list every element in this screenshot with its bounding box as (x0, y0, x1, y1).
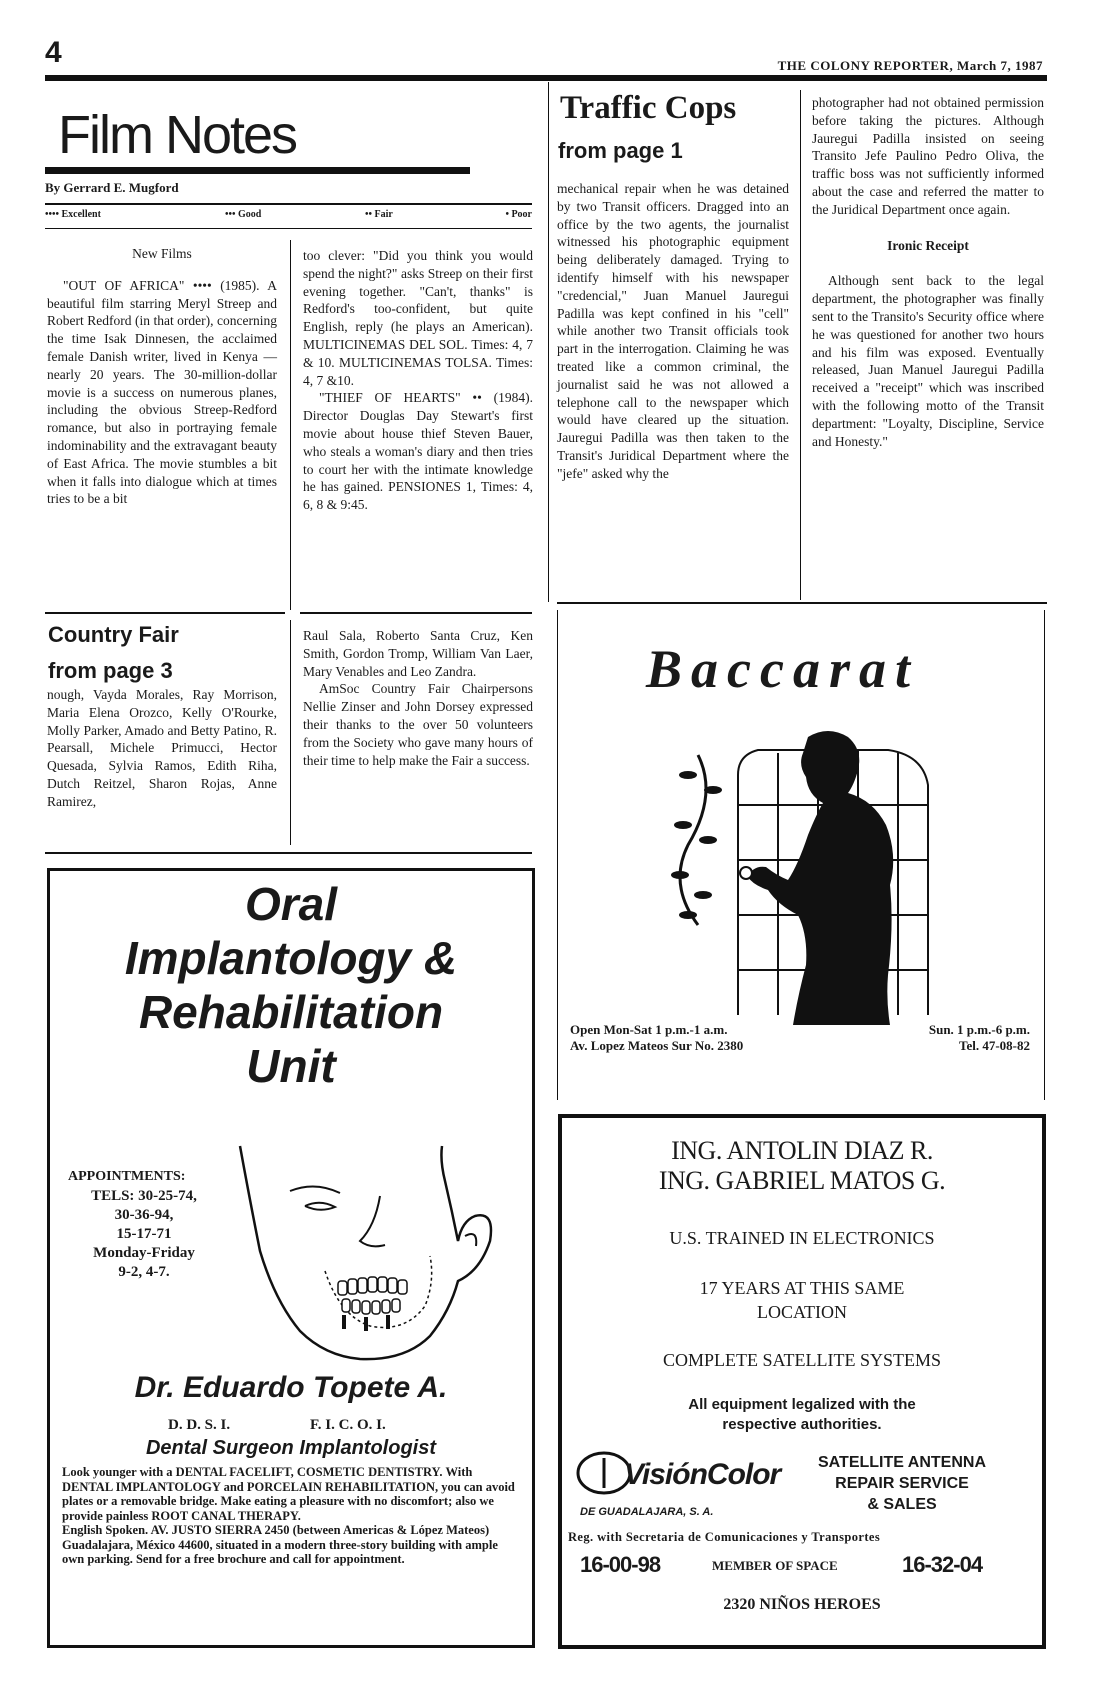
traffic-cops-col1 (557, 180, 789, 483)
dental-address-text: English Spoken. AV. JUSTO SIERRA 2450 (between Americas & López Mateos) Guadalajara, México 44600, situated in a modern three-story building with ample own parking. Send for a free brochure and call for appointment. (62, 1523, 498, 1566)
dental-headline (50, 877, 532, 1093)
baccarat-hours-left: Open Mon-Sat 1 p.m.-1 a.m. (570, 1022, 728, 1037)
rating-good: ••• Good (225, 209, 262, 220)
film-notes-title: Film Notes (58, 105, 297, 165)
header-rule (45, 75, 1047, 81)
film-notes-col1 (47, 245, 277, 508)
rating-excellent: •••• Excellent (45, 209, 101, 220)
trained-line: U.S. TRAINED IN ELECTRONICS (669, 1228, 935, 1248)
tel-line-3: 15-17-71 (116, 1226, 172, 1242)
thief-of-hearts-review: "THIEF OF HEARTS" •• (1984). Director Douglas Day Stewart's first movie about house thief Steven Bauer, who steals a woman's diary and then tries to court her with the intimate knowledge he has gained. PENSIONES 1, Times: 4, 6, 8 & 9:45. (303, 390, 533, 513)
film-notes-bottom-rule-right (300, 612, 532, 614)
tel-line-2: 30-36-94, (114, 1207, 174, 1223)
headline-implantology: Implantology & (124, 932, 458, 984)
traffic-cops-text3: Although sent back to the legal department, the photographer was finally sent to the Transito's Security office where he was questioned for another two hours and his film was exposed. Eventually released, Juan Manuel Jauregui Padilla received a "receipt" which was inscribed with the following motto of the Transit department: "Loyalty, Discipline, Service and Honesty." (812, 273, 1044, 449)
out-of-africa-review-cont: too clever: "Did you think you would spend the night?" asks Streep on their first evening together. "Can't, thanks" is Redford's too-confident, but quite English, reply (he plays an American). MULTICINEMAS DEL SOL. Times: 4, 7 & 10. MULTICINEMAS TOLSA. Times: 4, 7 &10. (303, 248, 533, 388)
byline: By Gerrard E. Mugford (45, 180, 179, 195)
baccarat-illustration (658, 715, 958, 1025)
teeth-icon (338, 1277, 407, 1314)
phone-1: 16-00-98 (580, 1552, 661, 1577)
visioncolor-subtitle: DE GUADALAJARA, S. A. (580, 1506, 714, 1518)
ratings-rule-top (45, 203, 532, 205)
headline-rehabilitation: Rehabilitation (138, 986, 444, 1038)
headline-oral: Oral (244, 878, 338, 930)
country-fair-subtitle: from page 3 (48, 658, 173, 683)
traffic-cops-text1: mechanical repair when he was detained by two Transit officers. Dragged into an office by the two agents, the journalist witnessed his photographic equipment being deliberately damaged. Trying to identify himself with his newspaper "credencial," Juan Manuel Jauregui Padilla was kept confined in his "cell" while another two Transit officials took part in the interrogation. Claiming he was treated like a common criminal, the journalist said he was not allowed a telephone call to the newspaper which would have cleared up the situation. Jauregui Padilla was then taken to the Transit's Juridical Department where the "jefe" asked why the (557, 181, 789, 481)
country-fair-thanks: AmSoc Country Fair Chairpersons Nellie Zinser and John Dorsey expressed their thanks to the over 50 volunteers from the Society who gave many hours of their time to help make the Fair a success. (303, 681, 533, 768)
traffic-cops-inner-divider (800, 90, 801, 600)
headline-unit: Unit (246, 1040, 336, 1092)
implant-posts-icon (342, 1315, 390, 1331)
traffic-cops-col2 (812, 94, 1044, 450)
country-fair-col1 (47, 686, 277, 811)
tel-hours: 9-2, 4-7. (118, 1264, 170, 1280)
baccarat-logo: Baccarat (646, 639, 919, 699)
appointment-tels (64, 1187, 224, 1282)
ratings-legend (45, 209, 532, 225)
baccarat-ad[interactable] (557, 610, 1045, 1100)
country-fair-col-divider (290, 620, 291, 845)
eye-icon (305, 1203, 335, 1210)
electronics-ad[interactable] (558, 1114, 1046, 1649)
engineer-name-2: ING. GABRIEL MATOS G. (658, 1166, 946, 1195)
tel-days: Monday-Friday (93, 1245, 195, 1261)
services-block (772, 1452, 1032, 1515)
ear-icon (465, 1234, 476, 1246)
doctor-name: Dr. Eduardo Topete A. (134, 1371, 448, 1404)
baccarat-tel: Tel. 47-08-82 (958, 1038, 1030, 1053)
nose-icon (360, 1196, 385, 1246)
years-line-1: 17 YEARS AT THIS SAME (699, 1278, 905, 1298)
appointments-label: APPOINTMENTS: (68, 1169, 186, 1184)
electronics-address: 2320 NIÑOS HEROES (723, 1596, 881, 1613)
service-repair: REPAIR SERVICE (835, 1475, 969, 1492)
film-notes-col2 (303, 247, 533, 514)
ironic-receipt-heading: Ironic Receipt (887, 237, 969, 253)
traffic-cops-subtitle: from page 1 (558, 138, 683, 163)
engineer-name-1: ING. ANTOLIN DIAZ R. (671, 1136, 933, 1165)
country-fair-names: nough, Vayda Morales, Ray Morrison, Maria Elena Orozco, Kelly O'Rourke, Molly Parker, Amado and Betty Patino, R. Pearsall, Michele Primucci, Hector Quesada, Sylvia Ramos, Edith Riha, Dutch Reitzel, Sharon Rojas, Anne Ramirez, (47, 687, 277, 809)
satellite-systems-line: COMPLETE SATELLITE SYSTEMS (662, 1350, 941, 1370)
film-notes-col-divider (290, 240, 291, 610)
country-fair-col2 (303, 627, 533, 769)
dental-body (62, 1465, 522, 1567)
film-notes-bottom-rule-left (45, 612, 285, 614)
glass-icon (740, 867, 752, 879)
country-fair-title: Country Fair (48, 622, 179, 647)
doctor-title: Dental Surgeon Implantologist (145, 1437, 436, 1459)
out-of-africa-review: "OUT OF AFRICA" •••• (1985). A beautiful film starring Meryl Streep and Robert Redford (in that order), concerning the time Isak Dinnesen, the acclaimed female Danish writer, lived in Kenya — nearly 20 years. The 30-million-dollar movie is a success on numerous planes, including the obvious Streep-Redford romance, but also in portraying female indominability and the extravagant beauty of East Africa. The movie stumbles a bit when it falls into dialogue which at times tries to be a bit (47, 277, 277, 507)
traffic-cops-bottom-rule (557, 602, 1047, 604)
new-films-heading: New Films (132, 246, 192, 261)
baccarat-address: Av. Lopez Mateos Sur No. 2380 (570, 1038, 744, 1053)
film-notes-title-rule (45, 167, 470, 174)
visioncolor-logo: VisiónColor (624, 1458, 781, 1491)
baccarat-hours-right: Sun. 1 p.m.-6 p.m. (928, 1022, 1030, 1037)
woman-silhouette-icon (748, 731, 893, 1025)
traffic-cops-text2: photographer had not obtained permission before taking the pictures. Although Jauregui Padilla insisted on seeing Transito Jefe Paulino Pedro Oliva, the traffic boss was not sufficiently informed about the case and referred the matter to the Juridical Department once again. (812, 95, 1044, 217)
dental-ad[interactable] (47, 868, 535, 1648)
vine-icon (671, 755, 722, 925)
degree-dds: D. D. S. I. (168, 1417, 231, 1433)
masthead: THE COLONY REPORTER, March 7, 1987 (777, 58, 1043, 73)
ratings-rule-bottom (45, 228, 532, 229)
service-sales: & SALES (867, 1496, 937, 1513)
years-line-2: LOCATION (757, 1302, 847, 1322)
page-number: 4 (45, 36, 62, 69)
degree-ficoi: F. I. C. O. I. (310, 1417, 386, 1433)
rating-poor: • Poor (505, 209, 532, 220)
registration-line: Reg. with Secretaria de Comunicaciones y Transportes (568, 1530, 881, 1544)
country-fair-bottom-rule (45, 852, 532, 854)
eyebrow-icon (290, 1186, 340, 1193)
legalized-line-1: All equipment legalized with the (688, 1396, 916, 1413)
face-teeth-illustration (230, 1141, 510, 1366)
dental-body-text: Look younger with a DENTAL FACELIFT, COSMETIC DENTISTRY. With DENTAL IMPLANTOLOGY and PORCELAIN REHABILITATION, you can avoid plates or a removable bridge. Make eating a pleasure with no discomfort; also we provide painless ROOT CANAL THERAPY. (62, 1465, 515, 1523)
tel-line-1: TELS: 30-25-74, (91, 1188, 197, 1204)
traffic-cops-title: Traffic Cops (560, 90, 737, 126)
service-antenna: SATELLITE ANTENNA (818, 1454, 986, 1471)
legalized-line-2: respective authorities. (722, 1416, 882, 1433)
traffic-column-divider (548, 82, 549, 602)
rating-fair: •• Fair (365, 209, 393, 220)
country-fair-names-cont: Raul Sala, Roberto Santa Cruz, Ken Smith, Gordon Tromp, William Van Laer, Mary Venables and Leo Zandra. (303, 628, 533, 679)
phone-2: 16-32-04 (902, 1552, 983, 1577)
member-space: MEMBER OF SPACE (712, 1558, 838, 1573)
